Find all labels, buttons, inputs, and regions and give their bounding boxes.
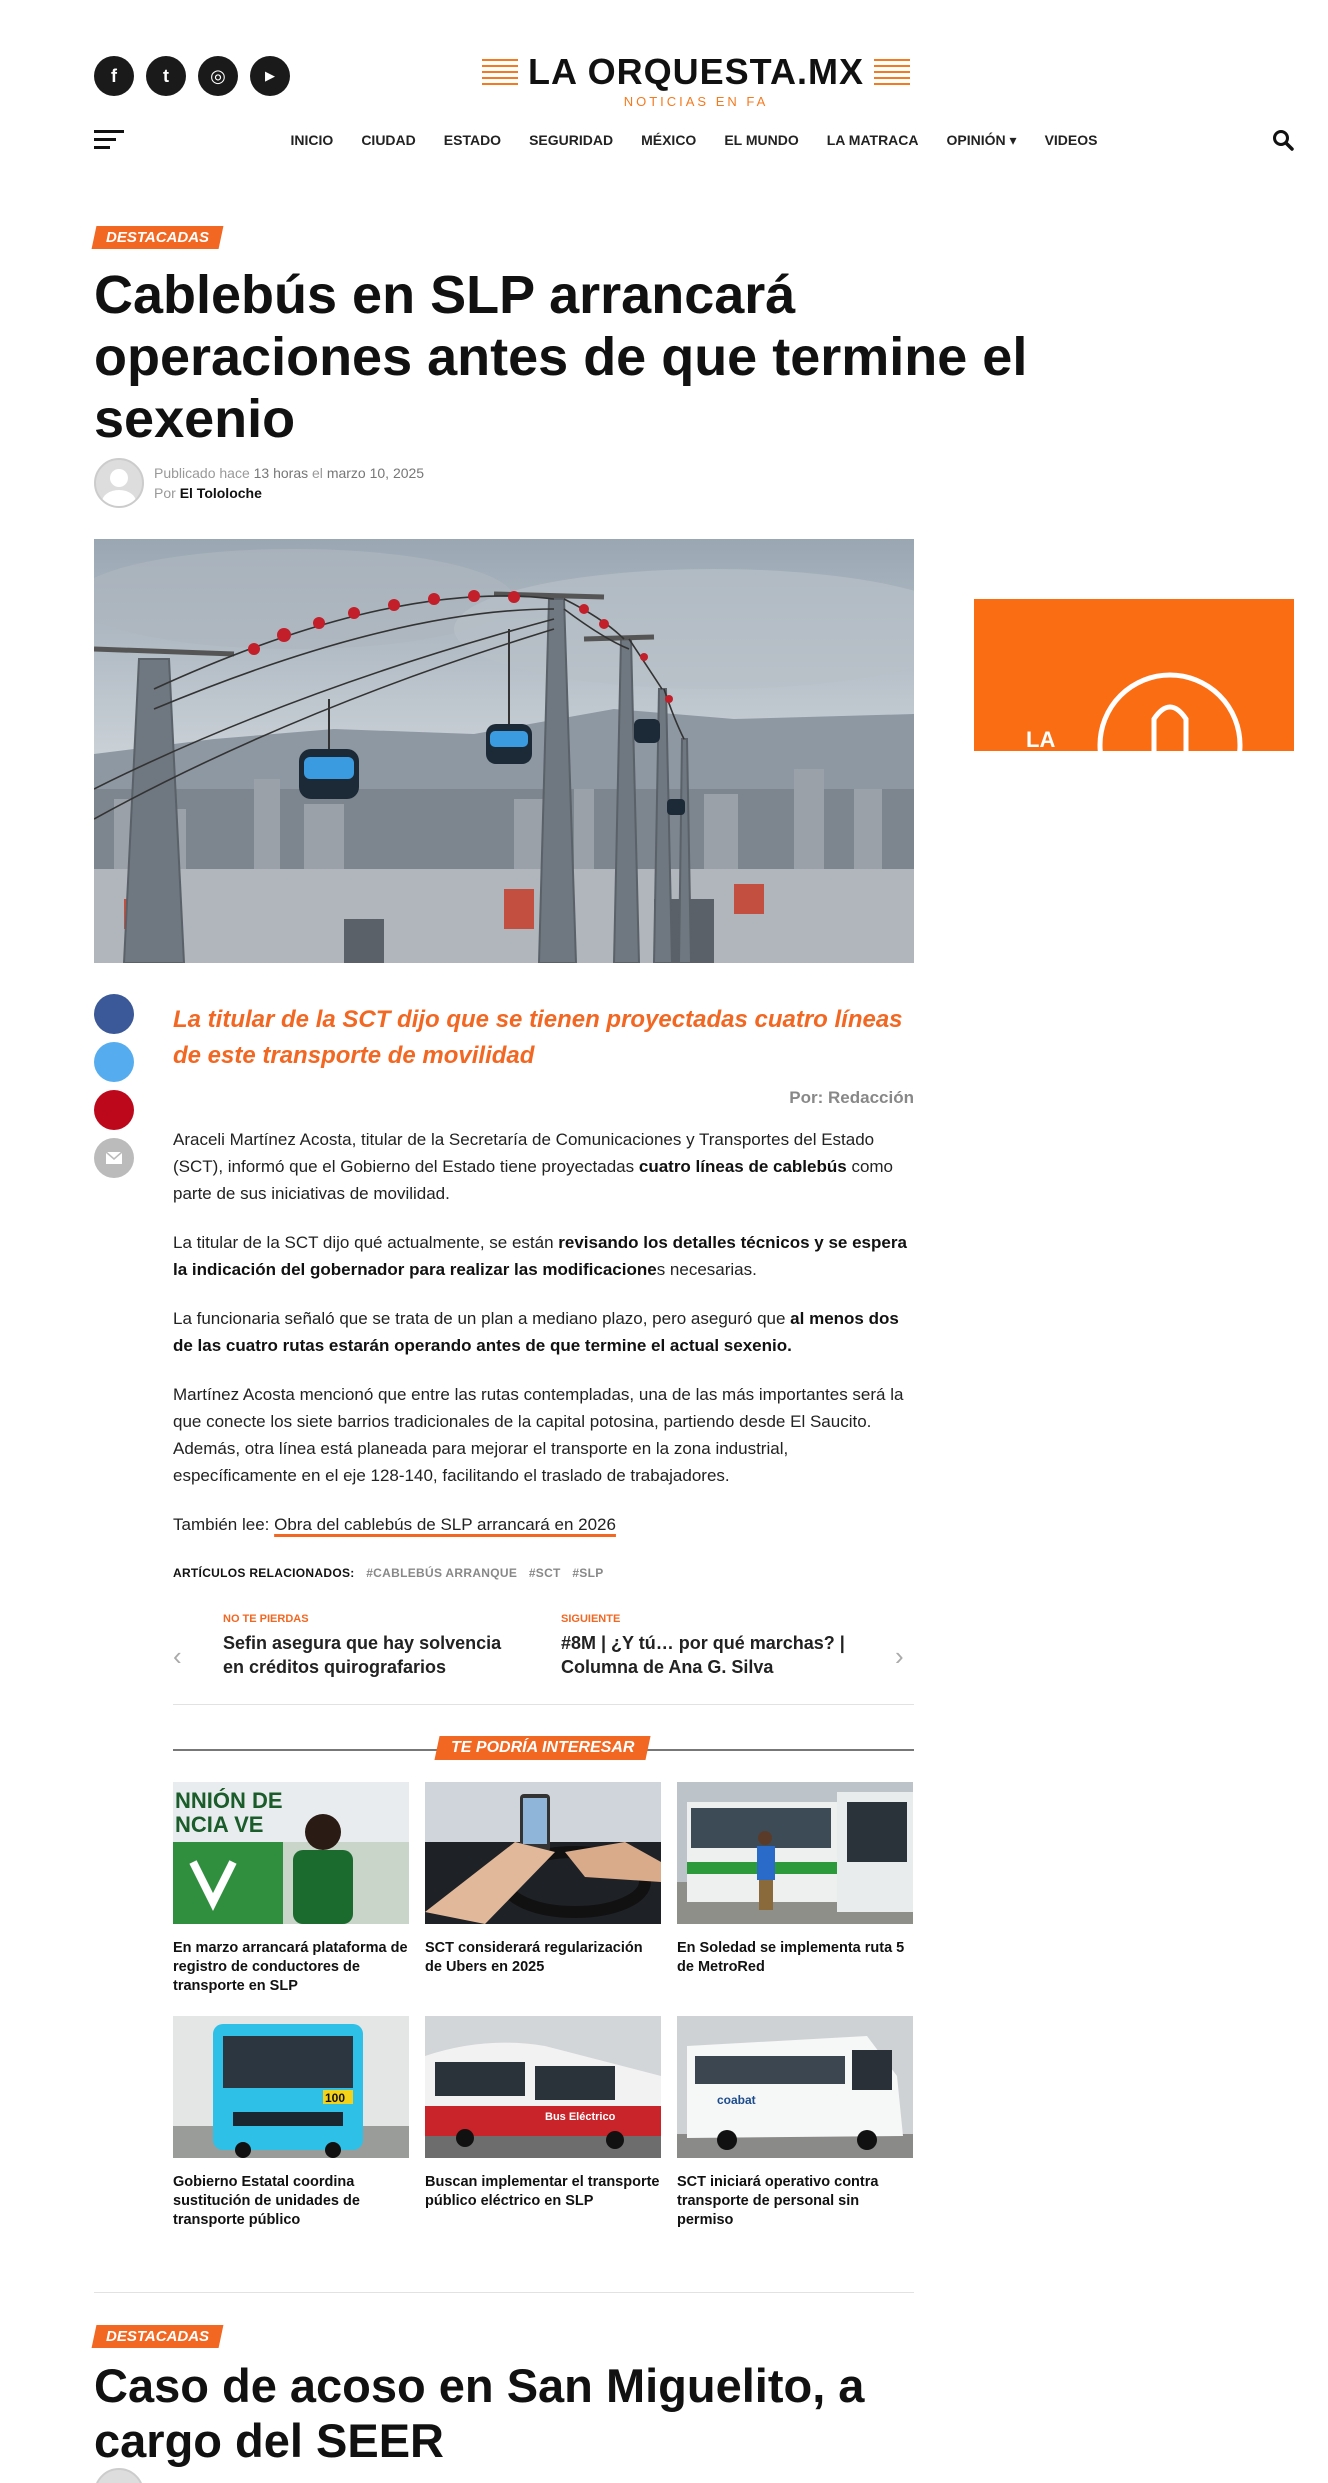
nav-el-mundo[interactable]: EL MUNDO [724,132,799,148]
instagram-icon[interactable]: ◎ [198,56,238,96]
nav-ciudad[interactable]: CIUDAD [361,132,416,148]
author-link[interactable]: El Tololoche [179,485,262,501]
logo-subtitle: NOTICIAS EN FA [623,94,769,109]
advertisement-banner[interactable] [974,599,1294,751]
nav-estado[interactable]: ESTADO [443,132,502,148]
published-mid: el [312,465,323,481]
youtube-icon[interactable]: ▶ [250,56,290,96]
also-read-link[interactable]: Obra del cablebús de SLP arrancará en 2026 [274,1515,616,1534]
paragraph-2: La titular de la SCT dijo qué actualmente, se están revisando los detalles técnicos y se espera la indicación del gobernador para realizar las modificaciones necesarias. [173,1233,907,1279]
ad-text: LA [1026,727,1056,751]
paragraph-3: La funcionaria señaló que se trata de un plan a mediano plazo, pero aseguró que al menos dos de las cuatro rutas estarán operando antes de que termine el actual sexenio. [173,1309,899,1355]
avatar [94,2468,144,2483]
logo-lines-right [874,59,910,85]
logo-lines-left [482,59,518,85]
related-card[interactable]: Bus Eléctrico Buscan implementar el transporte público eléctrico en SLP [425,2016,661,2230]
hero-image [94,539,914,963]
related-card[interactable]: NNIÓN DE NCIA VE En marzo arrancará plataforma de registro de conductores de transporte en SLP [173,1782,409,1996]
related-tags: ARTÍCULOS RELACIONADOS: #CABLEBÚS ARRANQUE #SCT #SLP [173,1566,604,1580]
share-email-icon[interactable] [94,1138,134,1178]
divider [94,2292,914,2293]
article-byline: Por: Redacción [789,1088,914,1107]
published-ago: 13 horas [253,465,309,481]
search-icon[interactable] [1272,129,1294,151]
nav-mexico[interactable]: MÉXICO [641,132,697,148]
tag-link[interactable]: #SLP [572,1566,604,1580]
facebook-icon[interactable]: f [94,56,134,96]
related-image [173,2016,409,2158]
article-body [173,1002,914,1580]
category-badge[interactable]: DESTACADAS [92,226,224,249]
share-bar [94,994,134,1178]
post-navigation [173,1605,914,1705]
chevron-left-icon[interactable]: ‹ [173,1641,182,1671]
paragraph-1: Araceli Martínez Acosta, titular de la Secretaría de Comunicaciones y Transportes del Estado (SCT), informó que el Gobierno del Estado tiene proyectadas cuatro líneas de cablebús como parte de sus iniciativas de movilidad. [173,1130,894,1203]
related-image [677,2016,913,2158]
twitter-icon[interactable]: t [146,56,186,96]
related-image [677,1782,913,1924]
post-meta [154,463,424,503]
site-logo[interactable] [456,52,936,109]
nav-seguridad[interactable]: SEGURIDAD [529,132,614,148]
svg-text:Bus Eléctrico: Bus Eléctrico [545,2111,616,2123]
chevron-right-icon[interactable]: › [895,1641,904,1671]
next-article-title[interactable]: Caso de acoso en San Miguelito, a cargo del SEER [94,2359,865,2467]
related-card[interactable]: coabat SCT iniciará operativo contra transporte de personal sin permiso [677,2016,913,2230]
related-image [425,1782,661,1924]
published-date: marzo 10, 2025 [326,465,425,481]
also-read: También lee: Obra del cablebús de SLP arrancará en 2026 [173,1515,616,1534]
social-links [94,56,290,96]
paragraph-4: Martínez Acosta mencionó que entre las rutas contempladas, una de las más importantes será la que conecte los siete barrios tradicionales de la capital potosina, partiendo desde El Saucito. Además, otra línea está planeada para mejorar el transporte en la zona industrial, específicamente en el eje 128-140, facilitando el traslado de trabajadores. [173,1385,904,1485]
related-grid [173,1782,914,2230]
svg-text:NNIÓN DE: NNIÓN DE [175,1788,283,1813]
svg-text:NCIA VE: NCIA VE [175,1812,264,1837]
related-image [425,2016,661,2158]
related-card[interactable]: En Soledad se implementa ruta 5 de MetroRed [677,1782,913,1996]
main-nav [0,130,1328,150]
avatar [94,458,144,508]
article-title: Cablebús en SLP arrancará operaciones antes de que termine el sexenio [94,265,1028,449]
related-card[interactable]: 100 Gobierno Estatal coordina sustitución de unidades de transporte público [173,2016,409,2230]
published-prefix: Publicado hace [154,465,250,481]
nav-la-matraca[interactable]: LA MATRACA [826,132,919,148]
next-post[interactable]: SIGUIENTE #8M | ¿Y tú… por qué marchas? | Columna de Ana G. Silva [561,1613,845,1677]
related-image [173,1782,409,1924]
category-badge[interactable]: DESTACADAS [92,2325,224,2348]
tag-link[interactable]: #CABLEBÚS ARRANQUE [366,1566,518,1580]
share-pinterest-icon[interactable] [94,1090,134,1130]
tag-link[interactable]: #SCT [528,1566,561,1580]
article-lead: La titular de la SCT dijo que se tienen proyectadas cuatro líneas de este transporte de movilidad [173,1006,903,1069]
author-box [94,458,424,508]
prev-post[interactable]: NO TE PIERDAS Sefin asegura que hay solvencia en créditos quirografarios [223,1613,502,1677]
logo-text: LA ORQUESTA.MX [528,51,864,92]
related-card[interactable]: SCT considerará regularización de Ubers en 2025 [425,1782,661,1996]
related-header: TE PODRÍA INTERESAR [173,1736,914,1766]
nav-opinion[interactable]: OPINIÓN ▾ [946,132,1017,148]
svg-text:100: 100 [325,2091,346,2105]
share-twitter-icon[interactable] [94,1042,134,1082]
svg-text:coabat: coabat [717,2093,756,2107]
share-facebook-icon[interactable] [94,994,134,1034]
by-prefix: Por [154,485,176,501]
nav-videos[interactable]: VIDEOS [1044,132,1098,148]
nav-inicio[interactable]: INICIO [290,132,334,148]
